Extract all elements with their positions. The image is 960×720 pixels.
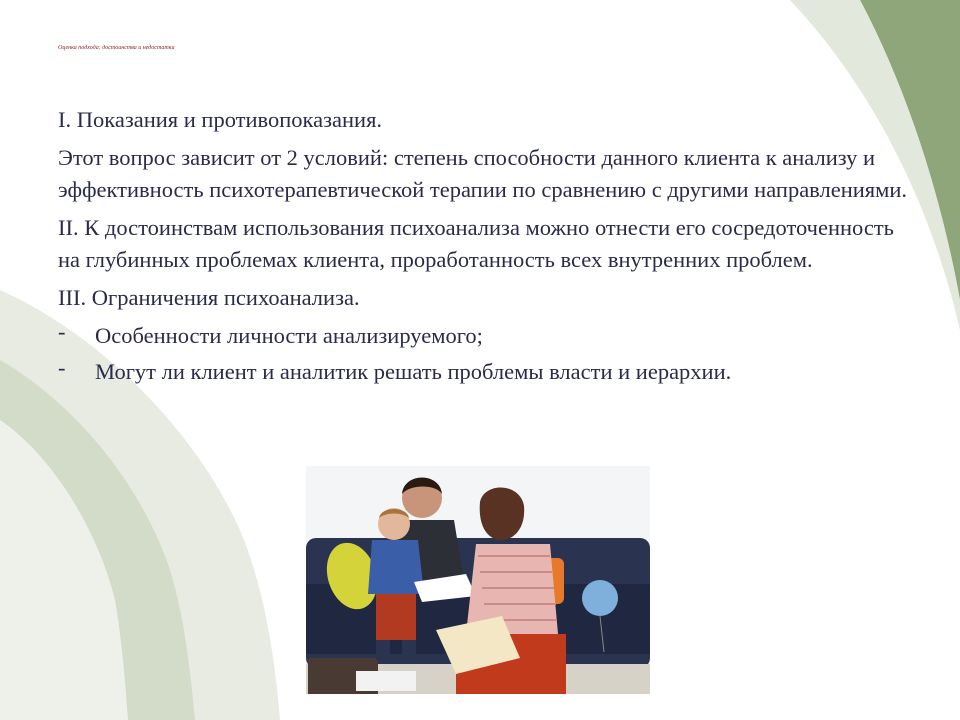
bullet-text: Особенности личности анализируемого;: [95, 323, 483, 348]
therapy-session-photo: [306, 466, 650, 694]
bullet-marker: -: [58, 319, 66, 344]
slide-title: Оценка подхода: достоинства и недостатки: [58, 45, 175, 51]
bullet-item: [58, 320, 908, 352]
paragraph-limitations: III. Ограничения психоанализа.: [58, 285, 360, 310]
slide-body: [58, 104, 908, 392]
paragraph-indications: I. Показания и противопоказания.: [58, 107, 383, 132]
paragraph-conditions: Этот вопрос зависит от 2 условий: степень способности данного клиента к анализу и эффективность психотерапевтической терапии по сравнению с другими направлениями.: [58, 145, 908, 202]
bullet-marker: -: [58, 355, 66, 380]
bullet-text: Могут ли клиент и аналитик решать проблемы власти и иерархии.: [95, 359, 732, 384]
bullet-item: [58, 356, 908, 388]
paragraph-advantages: II. К достоинствам использования психоанализа можно отнести его сосредоточенность на глубинных проблемах клиента, проработанность всех внутренних проблем.: [58, 215, 894, 272]
